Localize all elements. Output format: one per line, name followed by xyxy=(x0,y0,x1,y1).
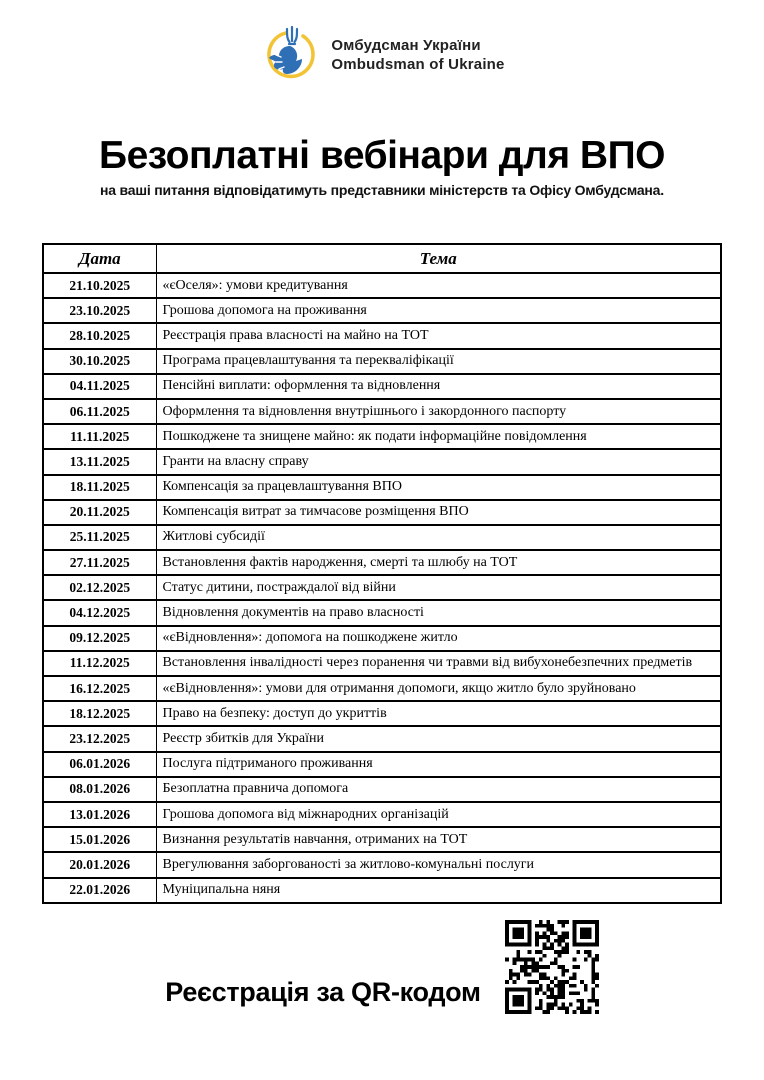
table-row xyxy=(43,600,721,625)
page-title: Безоплатні вебінари для ВПО xyxy=(99,134,665,177)
webinar-date: 23.12.2025 xyxy=(43,726,156,751)
table-row xyxy=(43,500,721,525)
table-row xyxy=(43,575,721,600)
table-row xyxy=(43,323,721,348)
registration-footer xyxy=(0,920,764,1014)
webinar-topic: «єОселя»: умови кредитування xyxy=(156,273,721,298)
webinar-topic: «єВідновлення»: умови для отримання допомоги, якщо житло було зруйновано xyxy=(156,676,721,701)
webinar-date: 11.12.2025 xyxy=(43,651,156,676)
registration-label: Реєстрація за QR-кодом xyxy=(165,977,481,1007)
table-row xyxy=(43,777,721,802)
page-subtitle: на ваші питання відповідатимуть представники міністерств та Офісу Омбудсмана. xyxy=(100,182,664,198)
webinar-topic: Компенсація витрат за тимчасове розміщення ВПО xyxy=(156,500,721,525)
table-row xyxy=(43,827,721,852)
table-row xyxy=(43,752,721,777)
logo xyxy=(0,0,764,86)
webinar-topic: Реєстр збитків для України xyxy=(156,726,721,751)
webinar-date: 30.10.2025 xyxy=(43,349,156,374)
webinar-topic: Статус дитини, постраждалої від війни xyxy=(156,575,721,600)
logo-line-en: Ombudsman of Ukraine xyxy=(331,56,505,73)
webinar-date: 18.12.2025 xyxy=(43,701,156,726)
table-row xyxy=(43,878,721,903)
webinar-topic: Встановлення інвалідності через поранення чи травми від вибухонебезпечних предметів xyxy=(156,651,721,676)
webinar-topic: Грошова допомога від міжнародних організацій xyxy=(156,802,721,827)
webinar-date: 06.01.2026 xyxy=(43,752,156,777)
webinar-date: 02.12.2025 xyxy=(43,575,156,600)
webinar-date: 28.10.2025 xyxy=(43,323,156,348)
table-row xyxy=(43,525,721,550)
table-row xyxy=(43,424,721,449)
table-row xyxy=(43,374,721,399)
webinar-topic: Компенсація за працевлаштування ВПО xyxy=(156,475,721,500)
table-row xyxy=(43,726,721,751)
webinar-topic: Реєстрація права власності на майно на ТОТ xyxy=(156,323,721,348)
table-row xyxy=(43,273,721,298)
table-row xyxy=(43,852,721,877)
table-row xyxy=(43,298,721,323)
table-row xyxy=(43,449,721,474)
webinar-date: 20.11.2025 xyxy=(43,500,156,525)
webinar-date: 27.11.2025 xyxy=(43,550,156,575)
webinar-topic: Грошова допомога на проживання xyxy=(156,298,721,323)
table-row xyxy=(43,626,721,651)
webinar-date: 21.10.2025 xyxy=(43,273,156,298)
webinar-date: 11.11.2025 xyxy=(43,424,156,449)
webinar-topic: Визнання результатів навчання, отриманих на ТОТ xyxy=(156,827,721,852)
webinar-date: 09.12.2025 xyxy=(43,626,156,651)
table-row xyxy=(43,651,721,676)
webinar-topic: Врегулювання заборгованості за житлово-комунальні послуги xyxy=(156,852,721,877)
webinar-topic: Безоплатна правнича допомога xyxy=(156,777,721,802)
logo-text xyxy=(331,36,504,75)
webinar-topic: Відновлення документів на право власності xyxy=(156,600,721,625)
webinar-topic: Пенсійні виплати: оформлення та відновлення xyxy=(156,374,721,399)
webinar-topic: Послуга підтриманого проживання xyxy=(156,752,721,777)
webinar-date: 04.12.2025 xyxy=(43,600,156,625)
webinar-topic: «єВідновлення»: допомога на пошкоджене житло xyxy=(156,626,721,651)
table-header-row xyxy=(43,244,721,273)
table-row xyxy=(43,550,721,575)
webinar-topic: Житлові субсидії xyxy=(156,525,721,550)
ombudsman-logo-icon xyxy=(259,24,319,86)
webinar-table-body xyxy=(43,273,721,903)
webinar-topic: Гранти на власну справу xyxy=(156,449,721,474)
table-row xyxy=(43,701,721,726)
webinar-topic: Пошкоджене та знищене майно: як подати інформаційне повідомлення xyxy=(156,424,721,449)
table-row xyxy=(43,475,721,500)
column-header-date: Дата xyxy=(43,244,156,273)
logo-line-uk: Омбудсман України xyxy=(331,36,481,54)
webinar-date: 13.01.2026 xyxy=(43,802,156,827)
webinar-date: 16.12.2025 xyxy=(43,676,156,701)
webinar-topic: Оформлення та відновлення внутрішнього і закордонного паспорту xyxy=(156,399,721,424)
webinar-date: 20.01.2026 xyxy=(43,852,156,877)
webinar-date: 25.11.2025 xyxy=(43,525,156,550)
webinar-topic: Встановлення фактів народження, смерті та шлюбу на ТОТ xyxy=(156,550,721,575)
webinar-date: 08.01.2026 xyxy=(43,777,156,802)
webinar-date: 04.11.2025 xyxy=(43,374,156,399)
table-row xyxy=(43,676,721,701)
webinar-schedule-table xyxy=(42,243,722,904)
webinar-date: 06.11.2025 xyxy=(43,399,156,424)
column-header-topic: Тема xyxy=(156,244,721,273)
qr-code-icon xyxy=(505,920,599,1014)
table-row xyxy=(43,802,721,827)
webinar-date: 18.11.2025 xyxy=(43,475,156,500)
webinar-topic: Муніципальна няня xyxy=(156,878,721,903)
webinar-topic: Право на безпеку: доступ до укриттів xyxy=(156,701,721,726)
webinar-date: 22.01.2026 xyxy=(43,878,156,903)
table-row xyxy=(43,349,721,374)
webinar-date: 23.10.2025 xyxy=(43,298,156,323)
webinar-topic: Програма працевлаштування та перекваліфікації xyxy=(156,349,721,374)
table-row xyxy=(43,399,721,424)
webinar-date: 15.01.2026 xyxy=(43,827,156,852)
webinar-date: 13.11.2025 xyxy=(43,449,156,474)
